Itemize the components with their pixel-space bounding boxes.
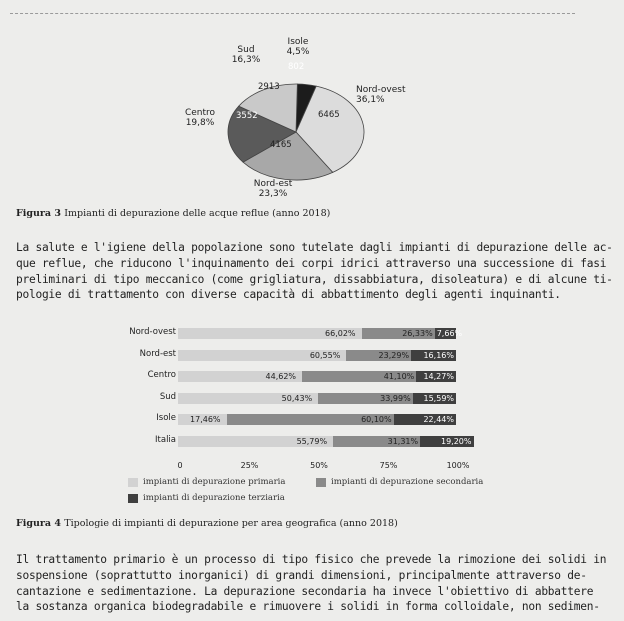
paragraph-2-line: Il trattamento primario è un processo di tipo fisico che prevede la rimozione dei solidi in [16, 553, 607, 566]
legend-label-primary: impianti di depurazione primaria [143, 477, 286, 487]
x-axis-tick: 100% [446, 461, 470, 470]
bar-value-label: 15,59% [423, 393, 455, 403]
bar-value-label: 66,02% [325, 329, 356, 338]
bar-value-label: 7,66% [436, 329, 463, 338]
bar-category-label: Italia [155, 434, 176, 445]
bar-value-label: 50,43% [281, 393, 313, 403]
bar-category-label: Nord-est [139, 348, 176, 359]
pie-label-sud: Sud 16,3% [231, 45, 261, 65]
pie-label-nord-est: Nord-est 23,3% [253, 179, 293, 199]
pie-chart [170, 34, 430, 204]
paragraph-1-line: que reflue, che riducono l'inquinamento dei corpi idrici attraverso una successione di fasi [16, 256, 607, 270]
pie-value-nord-ovest: 6465 [318, 110, 340, 120]
bar-value-label: 26,33% [402, 329, 433, 338]
chart-legend [128, 476, 508, 506]
pie-label-nord-ovest: Nord-ovest 36,1% [356, 85, 406, 105]
figure-4-label: Figura 4 [16, 518, 61, 529]
bar-value-label: 23,29% [378, 350, 410, 360]
paragraph-2-line: la sostanza organica biodegradabile e rimuovere i solidi in forma colloidale, non sedimen- [16, 600, 600, 614]
figure-4-text: Tipologie di impianti di depurazione per area geografica (anno 2018) [64, 518, 398, 529]
legend-swatch-tertiary [128, 494, 138, 503]
bar-value-label: 17,46% [190, 415, 221, 424]
figure-3-text: Impianti di depurazione delle acque reflue (anno 2018) [64, 208, 331, 219]
legend-label-tertiary: impianti di depurazione terziaria [143, 493, 285, 503]
bar-value-label: 14,27% [423, 372, 454, 381]
x-axis-tick: 50% [310, 461, 328, 470]
top-divider [10, 13, 575, 14]
bar-value-label: 31,31% [387, 436, 419, 446]
x-axis-tick: 0 [177, 461, 183, 470]
paragraph-2 [16, 552, 607, 615]
pie-value-isole: 802 [288, 62, 305, 72]
bar-value-label: 16,16% [423, 350, 454, 360]
pie-value-centro: 3552 [236, 111, 258, 121]
pie-label-centro: Centro 19,8% [184, 108, 216, 128]
paragraph-1-line: pologie di trattamento con diverse capacità di abbattimento degli agenti inquinanti. [16, 288, 561, 302]
bar-category-label: Nord-ovest [129, 327, 176, 337]
bar-value-label: 22,44% [423, 415, 454, 424]
paragraph-1-line: La salute e l'igiene della popolazione sono tutelate dagli impianti di depurazione delle ac- [16, 241, 613, 254]
bar-value-label: 55,79% [296, 436, 328, 446]
bar-category-label: Centro [147, 370, 176, 380]
bar-value-label: 41,10% [383, 372, 415, 381]
x-axis-tick: 25% [240, 461, 259, 470]
bar-category-label: Isole [156, 413, 176, 423]
figure-3-caption [16, 208, 330, 219]
legend-swatch-primary [128, 478, 138, 487]
bar-value-label: 60,10% [361, 415, 392, 424]
bar-value-label: 60,55% [309, 350, 341, 360]
stacked-bar-chart [110, 322, 480, 482]
bar-value-label: 33,99% [380, 393, 411, 403]
paragraph-2-line: cantazione e sedimentazione. La depurazione secondaria ha invece l'obiettivo di abbattere [16, 584, 594, 598]
pie-label-isole: Isole 4,5% [286, 37, 310, 57]
legend-label-secondary: impianti di depurazione secondaria [331, 477, 484, 487]
bar-value-label: 19,20% [440, 436, 472, 446]
paragraph-1-line: preliminari di tipo meccanico (come grigliatura, dissabbiatura, disoleatura) e di alcune ti- [16, 272, 613, 286]
x-axis-tick: 75% [379, 461, 398, 470]
legend-swatch-secondary [316, 478, 326, 487]
paragraph-2-line: sospensione (soprattutto inorganici) di grandi dimensioni, principalmente attraverso de- [16, 568, 587, 582]
bar-category-label: Sud [159, 391, 176, 402]
figure-4-caption [16, 518, 398, 529]
pie-value-sud: 2913 [258, 82, 280, 92]
pie-value-nord-est: 4165 [270, 140, 292, 150]
figure-3-label: Figura 3 [16, 208, 61, 219]
bar-value-label: 44,62% [265, 372, 297, 381]
paragraph-1 [16, 240, 613, 303]
